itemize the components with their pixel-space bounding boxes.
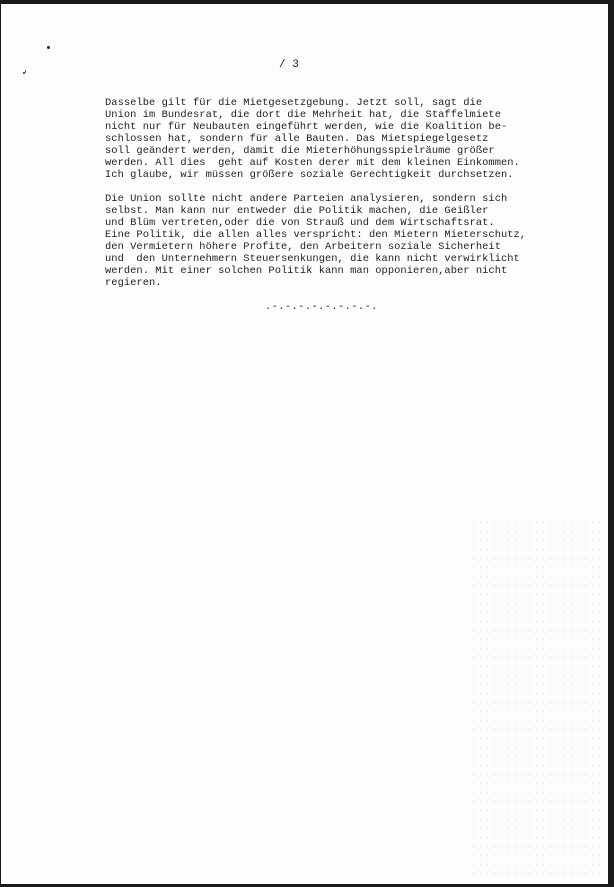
paragraph [105,193,575,289]
text-line: Ich glaube, wir müssen größere soziale Gerechtigkeit durchsetzen. [105,169,514,181]
section-separator: .-.-.-.-.-.-.-.-. [265,301,378,313]
paragraph [105,97,575,181]
text-line: schlossen hat, sondern für alle Bauten. Das Mietspiegelgesetz [105,133,489,145]
text-line: Union im Bundesrat, die dort die Mehrheit hat, die Staffelmiete [105,109,501,121]
text-line: selbst. Man kann nur entweder die Politik machen, die Geißler [105,205,489,217]
text-line: Dasselbe gilt für die Mietgesetzgebung. Jetzt soll, sagt die [105,97,483,109]
scan-noise [470,518,600,878]
text-line: werden. All dies geht auf Kosten derer mit dem kleinen Einkommen. [105,157,520,169]
text-line: Die Union sollte nicht andere Parteien analysieren, sondern sich [105,193,508,205]
text-line: und den Unternehmern Steuersenkungen, die kann nicht verwirklicht [105,253,520,265]
scan-speck [25,70,26,73]
text-line: werden. Mit einer solchen Politik kann man opponieren,aber nicht [105,265,508,277]
text-line: nicht nur für Neubauten eingeführt werden, wie die Koalition be- [105,121,508,133]
scan-speck [47,46,50,49]
text-line: soll geändert werden, damit die Mieterhöhungsspielräume größer [105,145,495,157]
text-line: und Blüm vertreten,oder die von Strauß und dem Wirtschaftsrat. [105,217,495,229]
text-line: Eine Politik, die allen alles verspricht: den Mietern Mieterschutz, [105,229,527,241]
page-number: / 3 [279,59,299,71]
text-line: den Vermietern höhere Profite, den Arbeitern soziale Sicherheit [105,241,501,253]
text-line: regieren. [105,277,162,289]
